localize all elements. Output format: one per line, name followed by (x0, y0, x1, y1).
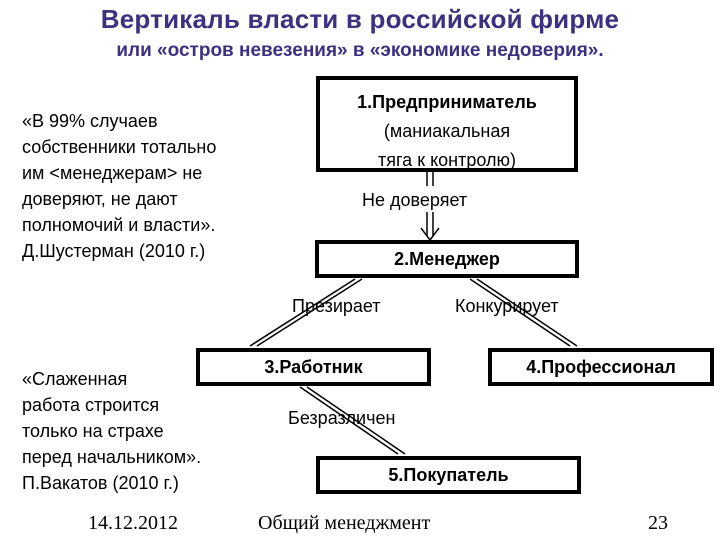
slide-subtitle: или «остров невезения» в «экономике недоверия». (116, 40, 604, 61)
quote-line: им <менеджерам> не (22, 163, 203, 183)
box-entrepreneur (316, 76, 578, 172)
quote-line: собственники тотально (22, 137, 217, 157)
box-entrepreneur-title: 1.Предприниматель (357, 92, 537, 112)
box-customer: 5.Покупатель (316, 456, 581, 494)
box-entrepreneur-note: тяга к контролю) (378, 150, 516, 170)
label-despises: Презирает (292, 296, 381, 316)
quote-line: «Слаженная (22, 369, 128, 389)
footer-page-number: 23 (648, 512, 668, 534)
box-entrepreneur-note: (маниакальная (383, 121, 511, 141)
footer-course: Общий менеджмент (258, 512, 431, 534)
slide-title: Вертикаль власти в российской фирме (100, 4, 620, 34)
footer-date: 14.12.2012 (88, 512, 178, 534)
arrow-distrust-head (421, 228, 439, 240)
quote-line: только на страхе (22, 421, 164, 441)
quote-author: П.Вакатов (2010 г.) (22, 473, 179, 493)
label-competes: Конкурирует (455, 296, 559, 316)
box-worker: 3.Работник (196, 348, 431, 386)
quote-author: Д.Шустерман (2010 г.) (22, 241, 206, 261)
quote-line: доверяют, не дают (22, 189, 178, 209)
quote-line: работа строится (22, 395, 160, 415)
box-manager: 2.Менеджер (315, 240, 579, 278)
quote-line: перед начальником». (22, 447, 202, 467)
quote-line: «В 99% случаев (22, 111, 158, 131)
label-distrust: Не доверяет (362, 190, 468, 210)
quote-line: полномочий и власти». (22, 215, 216, 235)
box-professional: 4.Профессионал (488, 348, 714, 386)
label-indifferent: Безразличен (288, 408, 396, 428)
